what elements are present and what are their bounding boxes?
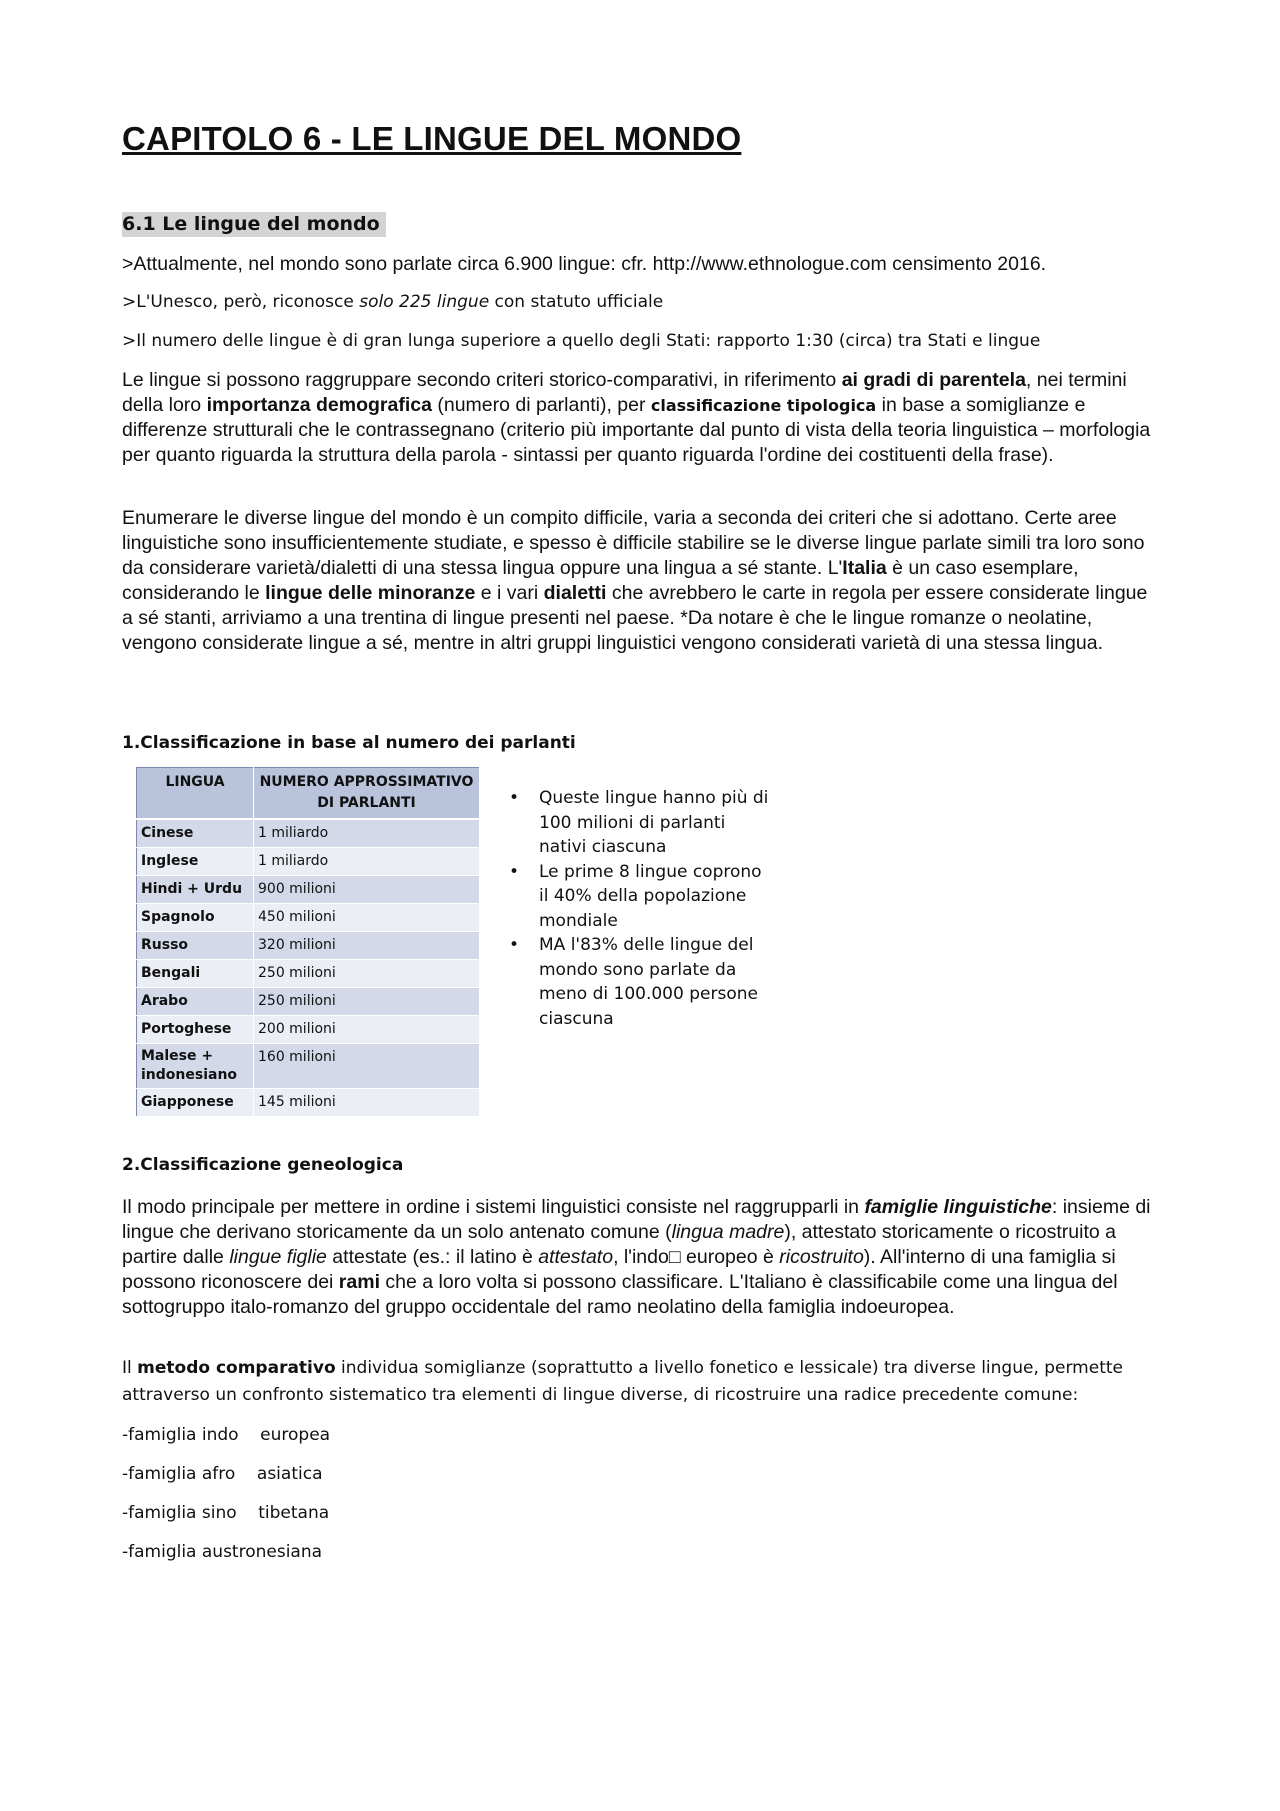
classification-1-heading: 1.Classificazione in base al numero dei parlanti	[122, 733, 576, 753]
chapter-title: CAPITOLO 6 - LE LINGUE DEL MONDO	[122, 120, 742, 157]
table-row: Malese + indonesiano 160 milioni	[137, 1044, 480, 1089]
table-row: Russo 320 milioni	[137, 932, 480, 960]
list-item: • Le prime 8 lingue coprono il 40% della popolazione mondiale	[539, 860, 769, 934]
table-row: Hindi + Urdu 900 milioni	[137, 876, 480, 904]
family-item: -famiglia sino tibetana	[122, 1503, 330, 1523]
family-item: -famiglia afro asiatica	[122, 1464, 323, 1484]
intro-line-2: >L'Unesco, però, riconosce solo 225 lingue con statuto ufficiale	[122, 292, 664, 312]
paragraph-enumeration: Enumerare le diverse lingue del mondo è un compito difficile, varia a seconda dei criteri che si adottano. Certe aree linguistiche sono insufficientemente studiate, e spesso è difficile stabilire se le diverse lingue parlate simili tra loro sono da considerare varietà/dialetti di una stessa lingua oppure una lingua a sé stante. L'Italia è un caso esemplare, considerando le lingue delle minoranze e i vari dialetti che avrebbero le carte in regola per essere considerate lingue a sé stanti, arriviamo a una trentina di lingue presenti nel paese. *Da notare è che le lingue romanze o neolatine, vengono considerate lingue a sé, mentre in altri gruppi linguistici vengono considerati varietà di una stessa lingua.	[122, 507, 1148, 654]
table-row: Cinese 1 miliardo	[137, 819, 480, 848]
intro-line-1: >Attualmente, nel mondo sono parlate circa 6.900 lingue: cfr. http://www.ethnologue.com censimento 2016.	[122, 253, 1047, 275]
list-item: • MA l'83% delle lingue del mondo sono parlate da meno di 100.000 persone ciascuna	[539, 933, 769, 1031]
paragraph-genealogical: Il modo principale per mettere in ordine i sistemi linguistici consiste nel raggrupparli in famiglie linguistiche: insieme di lingue che derivano storicamente da un solo antenato comune (lingua madre), attestato storicamente o ricostruito a partire dalle lingue figlie attestate (es.: il latino è attestato, l'indo□ europeo è ricostruito). All'interno di una famiglia si possono riconoscere dei rami che a loro volta si possono classificare. L'Italiano è classificabile come una lingua del sottogruppo italo-romanzo del gruppo occidentale del ramo neolatino della famiglia indoeuropea.	[122, 1196, 1151, 1318]
family-item: -famiglia austronesiana	[122, 1542, 323, 1562]
speakers-notes-list	[507, 786, 769, 1031]
table-header-language: LINGUA	[137, 768, 254, 820]
table-row: Spagnolo 450 milioni	[137, 904, 480, 932]
table-header-speakers: NUMERO APPROSSIMATIVO DI PARLANTI	[254, 768, 480, 820]
table-row: Bengali 250 milioni	[137, 960, 480, 988]
classification-2-heading: 2.Classificazione geneologica	[122, 1155, 404, 1175]
list-item: • Queste lingue hanno più di 100 milioni di parlanti nativi ciascuna	[539, 786, 769, 860]
table-row: Arabo 250 milioni	[137, 988, 480, 1016]
family-item: -famiglia indo europea	[122, 1425, 331, 1445]
paragraph-comparative-method: Il metodo comparativo individua somiglianze (soprattutto a livello fonetico e lessicale) tra diverse lingue, permette attraverso un confronto sistematico tra elementi di lingue diverse, di ricostruire una radice precedente comune:	[122, 1358, 1123, 1405]
speakers-table	[136, 767, 480, 1117]
section-heading: 6.1 Le lingue del mondo	[122, 212, 386, 237]
speakers-figure	[136, 767, 769, 1112]
table-row: Portoghese 200 milioni	[137, 1016, 480, 1044]
paragraph-classification-criteria: Le lingue si possono raggruppare secondo criteri storico-comparativi, in riferimento ai gradi di parentela, nei termini della loro importanza demografica (numero di parlanti), per classificazione tipologica in base a somiglianze e differenze strutturali che le contrassegnano (criterio più importante dal punto di vista della teoria linguistica – morfologia per quanto riguarda la struttura della parola - sintassi per quanto riguarda l'ordine dei costituenti della frase).	[122, 369, 1151, 466]
intro-line-3: >Il numero delle lingue è di gran lunga superiore a quello degli Stati: rapporto 1:30 (circa) tra Stati e lingue	[122, 331, 1041, 351]
table-row: Inglese 1 miliardo	[137, 848, 480, 876]
table-row: Giapponese 145 milioni	[137, 1089, 480, 1117]
